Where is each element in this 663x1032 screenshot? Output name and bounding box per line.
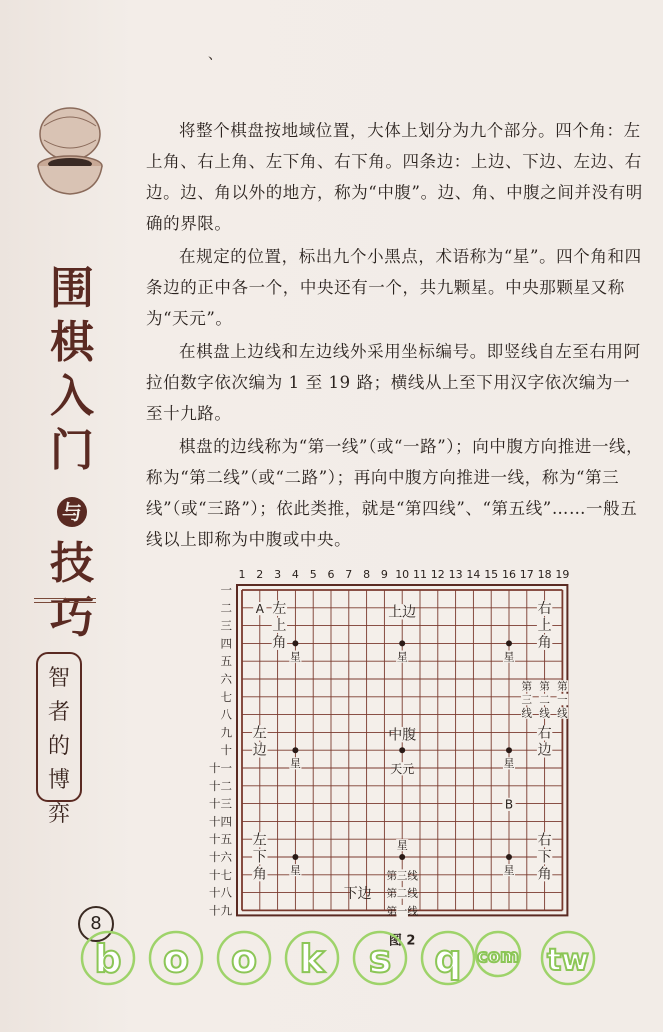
row-label: 十八 <box>209 885 232 900</box>
region-bottom-left: 下 <box>252 849 267 866</box>
go-bowls-illustration <box>30 100 110 200</box>
watermark-letter: k <box>299 937 325 981</box>
star-point <box>506 640 512 646</box>
book-title-part1: 围棋入门 <box>50 263 94 476</box>
region-bottom-left: 角 <box>252 866 267 883</box>
watermark-tw: tw <box>546 943 590 978</box>
line-label-second-v: 第 <box>539 680 550 693</box>
region-bottom: 下边 <box>343 885 372 902</box>
region-bottom-right: 右 <box>537 832 552 849</box>
region-top-left: 角 <box>272 635 287 652</box>
row-label: 十一 <box>209 761 232 775</box>
figure-caption: 图 2 <box>388 933 416 949</box>
column-label: 8 <box>363 568 371 581</box>
row-label: 十二 <box>209 778 232 793</box>
watermark-letter: o <box>230 937 258 981</box>
row-label: 三 <box>220 618 232 633</box>
row-label: 八 <box>220 707 232 722</box>
star-point <box>292 747 298 753</box>
row-label: 十五 <box>209 832 232 847</box>
region-top-left: 上 <box>272 618 287 635</box>
series-subtitle-text: 智者的博弈 <box>48 666 71 827</box>
star-label: 星 <box>503 650 515 664</box>
star-point <box>292 854 298 860</box>
watermark-letter: o <box>162 937 190 981</box>
row-label: 七 <box>220 689 232 704</box>
column-label: 15 <box>484 568 499 581</box>
paragraph-1: 将整个棋盘按地域位置，大体上划分为九个部分。四个角：左上角、右上角、左下角、右下角。四条边：上边、下边、左边、右边。边、角以外的地方，称为“中腹”。边、角、中腹之间并没有明确的界限。 <box>146 121 643 233</box>
row-label: 一 <box>220 583 232 597</box>
book-title-part2: 技巧 <box>50 538 94 643</box>
star-label: 星 <box>503 864 515 877</box>
star-label: 星 <box>289 864 301 877</box>
line-label-second-v: 二 <box>539 694 550 707</box>
go-board-figure <box>200 552 590 949</box>
column-label: 9 <box>380 568 388 581</box>
star-label: 星 <box>503 757 515 771</box>
watermark-logo <box>78 918 598 1018</box>
column-label: 17 <box>519 568 534 581</box>
column-label: 5 <box>309 568 317 581</box>
line-label-third-v: 三 <box>521 694 533 707</box>
watermark-com: com <box>477 946 519 967</box>
row-label: 九 <box>220 725 232 740</box>
region-bottom-left: 左 <box>252 832 267 849</box>
star-point <box>399 747 405 753</box>
region-right: 右 <box>537 725 552 742</box>
row-label: 十三 <box>209 796 232 811</box>
series-subtitle <box>36 652 82 827</box>
column-label: 18 <box>537 568 552 581</box>
star-label: 星 <box>396 650 408 664</box>
row-label: 二 <box>220 600 232 615</box>
star-point <box>399 640 405 646</box>
region-left: 边 <box>252 742 267 759</box>
region-bottom-right: 下 <box>537 849 552 866</box>
row-label: 十 <box>220 743 232 758</box>
star-point <box>292 640 298 646</box>
paragraph-3: 在棋盘上边线和左边线外采用坐标编号。即竖线自左至右用阿拉伯数字依次编为 1 至 19 路；横线从上至下用汉字依次编为一至十九路。 <box>146 342 641 423</box>
watermark-letter: b <box>94 937 122 981</box>
article-body <box>146 115 646 557</box>
column-label: 12 <box>430 568 445 581</box>
region-bottom-right: 角 <box>537 866 552 883</box>
line-label-third-v: 线 <box>521 707 533 720</box>
column-label: 14 <box>466 568 481 581</box>
column-label: 16 <box>502 568 516 581</box>
line-label-first-v: 一 <box>557 694 568 707</box>
row-label: 十四 <box>209 814 232 829</box>
column-label: 3 <box>274 568 282 581</box>
column-label: 10 <box>395 568 410 581</box>
line-label-first: 第一线 <box>386 905 418 918</box>
point-a: A <box>255 601 264 616</box>
point-b: B <box>504 797 514 812</box>
region-top-right: 上 <box>537 618 552 635</box>
line-label-second-v: 线 <box>539 707 550 720</box>
column-label: 11 <box>413 568 427 581</box>
star-label: 星 <box>289 757 301 771</box>
row-label: 十七 <box>209 867 232 882</box>
page-number: 8 <box>78 906 114 942</box>
region-left: 左 <box>252 725 267 742</box>
row-label: 十六 <box>209 850 232 864</box>
line-label-second: 第二线 <box>386 887 418 900</box>
region-top-right: 角 <box>537 635 552 652</box>
star-point <box>506 854 512 860</box>
line-label-third-v: 第 <box>521 680 533 693</box>
book-title-circle: 与 <box>57 497 87 527</box>
book-title <box>46 262 98 645</box>
row-label: 四 <box>220 636 232 651</box>
star-point <box>399 854 405 860</box>
region-top-left: 左 <box>272 601 287 618</box>
paragraph-4: 棋盘的边线称为“第一线”（或“一路”）；向中腹方向推进一线，称为“第二线”（或“二路”）；再向中腹方向推进一线，称为“第三线”（或“三路”）；依此类推，就是“第四线”、“第五线”……一般五线以上即称为中腹或中央。 <box>146 437 644 549</box>
column-label: 2 <box>256 568 264 581</box>
column-label: 13 <box>448 568 463 581</box>
region-top-right: 右 <box>537 601 552 618</box>
star-point <box>506 747 512 753</box>
row-label: 十九 <box>209 903 232 918</box>
row-label: 六 <box>220 672 232 686</box>
watermark-letter: q <box>434 937 462 981</box>
paragraph-2: 在规定的位置，标出九个小黑点，术语称为“星”。四个角和四条边的正中各一个，中央还有一个，共九颗星。中央那颗星又称为“天元”。 <box>146 247 642 328</box>
column-label: 1 <box>238 568 246 581</box>
line-label-third: 第三线 <box>386 869 418 882</box>
line-label-first-v: 第 <box>557 680 568 693</box>
title-divider <box>34 598 96 603</box>
line-label-first-v: 线 <box>557 707 568 720</box>
star-label: 星 <box>289 650 301 664</box>
row-label: 五 <box>220 654 232 669</box>
region-center: 中腹 <box>388 727 417 744</box>
column-label: 6 <box>327 568 335 581</box>
column-label: 7 <box>345 568 353 581</box>
page-mark: 、 <box>208 47 222 63</box>
column-label: 4 <box>291 568 299 581</box>
star-label: 星 <box>396 839 408 852</box>
watermark-letter: s <box>368 937 392 981</box>
tianyuan-label: 天元 <box>390 762 415 776</box>
column-label: 19 <box>555 568 570 581</box>
region-right: 边 <box>537 742 552 759</box>
region-top: 上边 <box>388 604 417 621</box>
